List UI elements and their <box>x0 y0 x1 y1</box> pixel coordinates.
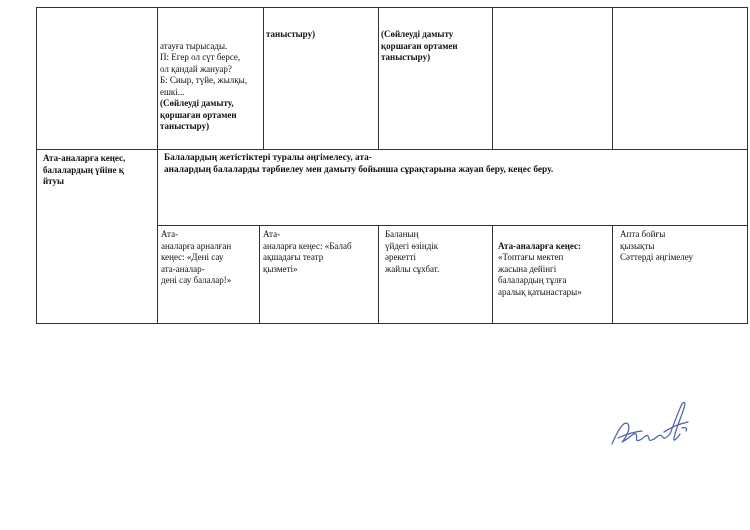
table-col-divider <box>378 7 379 150</box>
parents-day-4-heading: Ата-аналарға кеңес: <box>498 240 581 251</box>
cell-bold-text: (Сөйлеуді дамыту, қоршаған ортамен таныстыру) <box>160 98 237 131</box>
top-row-cell-4: (Сөйлеуді дамыту қоршаған ортамен таныстыру) <box>381 29 458 62</box>
parents-day-5: Апта бойғы қызықты Сәттерді әңгімелеу <box>620 229 694 262</box>
table-col-divider <box>157 7 158 324</box>
table-border-top <box>36 7 748 8</box>
parents-row-general-text: Балалардың жетістіктері туралы әңгімелесу, ата- аналардың балаларды тәрбиелеу мен дамыту бойынша сұрақтарына жауап беру, кеңес беру. <box>164 153 554 175</box>
table-row-divider <box>36 149 748 150</box>
parents-day-2: Ата- аналарға кеңес: «Балаб ақшадағы театр қызметі» <box>263 229 352 274</box>
table-col-divider <box>378 225 379 324</box>
table-border-bottom <box>36 323 748 324</box>
table-border-left <box>36 7 37 324</box>
table-col-divider <box>263 7 264 150</box>
table-border-right <box>747 7 748 324</box>
table-col-divider <box>612 225 613 324</box>
table-col-divider <box>612 7 613 150</box>
table-col-divider <box>492 7 493 150</box>
parents-day-4-text: «Топтағы мектеп жасына дейінгі балалардың тұлға аралық қатынастары» <box>498 252 582 297</box>
parents-day-3: Баланың үйдегі өзіндік әрекетті жайлы сұхбат. <box>385 229 440 274</box>
cell-text: атауға тырысады. П: Егер ол сүт берсе, ол қандай жануар? Б: Сиыр, түйе, жылқы, ешкі... <box>160 40 247 97</box>
handwritten-signature-icon <box>604 394 694 454</box>
top-row-cell-3: таныстыру) <box>266 29 316 39</box>
top-row-cell-2 <box>160 29 262 144</box>
table-col-divider <box>259 225 260 324</box>
table-subrow-divider <box>157 225 748 226</box>
table-col-divider <box>492 225 493 324</box>
parents-day-4 <box>498 229 611 298</box>
parents-day-1: Ата- аналарға арналған кеңес: «Дені сау ата-аналар- дені сау балалар!» <box>161 229 232 285</box>
parents-row-label: Ата-аналарға кеңес, балалардың үйіне қ йтуы <box>43 153 126 186</box>
